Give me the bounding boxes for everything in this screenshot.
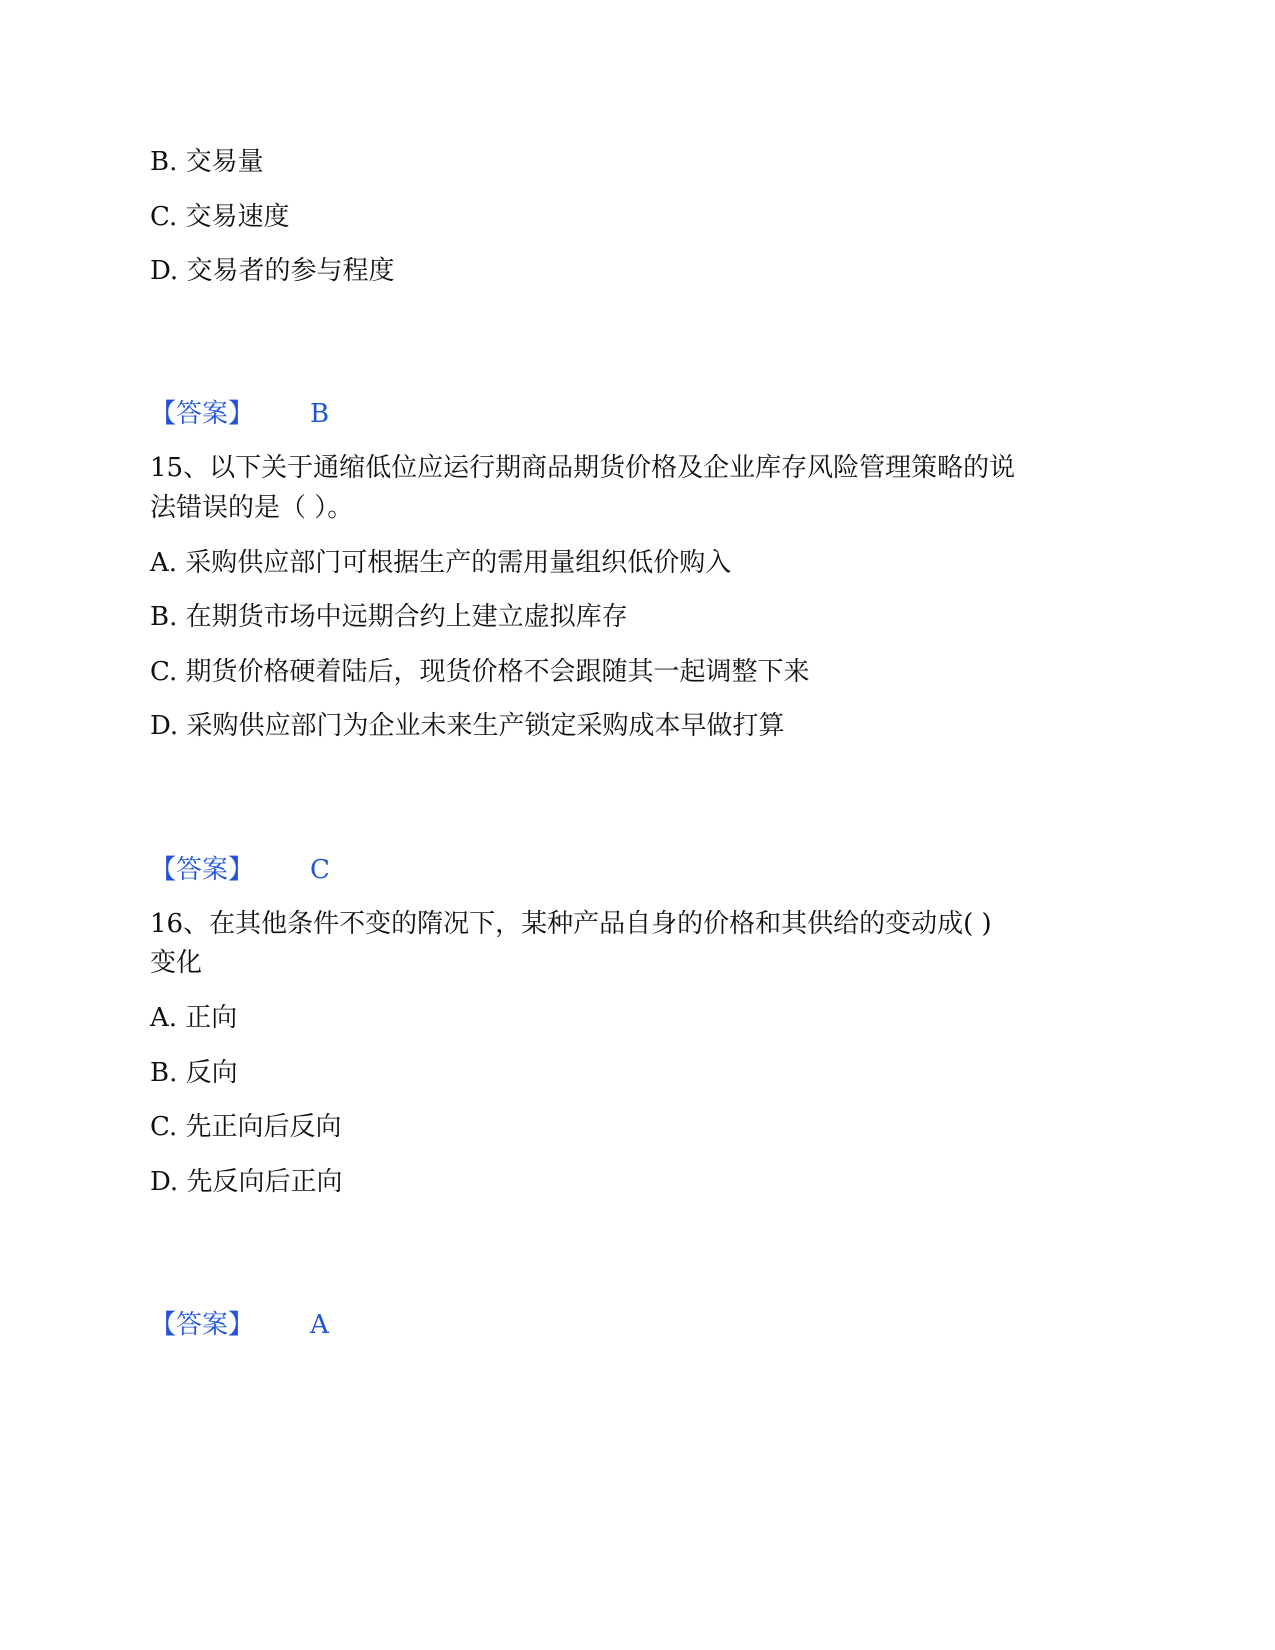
answer-label: 【答案】 [150,1310,255,1340]
q15-answer [150,853,450,887]
q16-answer [150,1308,450,1342]
answer-label: 【答案】 [150,855,255,885]
q16-stem-line2: 变化 [150,948,203,978]
answer-value: A [310,1310,329,1340]
q15-option-b: B. 在期货市场中远期合约上建立虚拟库存 [150,602,628,632]
q15-option-c: C. 期货价格硬着陆后，现货价格不会跟随其一起调整下来 [150,657,810,687]
q16-stem-line1: 16、在其他条件不变的隋况下，某种产品自身的价格和其供给的变动成( ) [150,909,992,939]
q16-option-a: A. 正向 [150,1003,238,1033]
q16-option-d: D. 先反向后正向 [150,1167,343,1197]
q15-option-d: D. 采购供应部门为企业未来生产锁定采购成本早做打算 [150,711,785,741]
q14-option-d: D. 交易者的参与程度 [150,256,395,286]
answer-value: B [310,399,330,429]
q15-option-a: A. 采购供应部门可根据生产的需用量组织低价购入 [150,548,732,578]
q16-option-b: B. 反向 [150,1058,238,1088]
q15-stem-line1: 15、以下关于通缩低位应运行期商品期货价格及企业库存风险管理策略的说 [150,453,1016,483]
answer-value: C [310,855,330,885]
answer-label: 【答案】 [150,399,255,429]
q14-option-b: B. 交易量 [150,147,264,177]
q14-option-c: C. 交易速度 [150,202,290,232]
q14-answer [150,397,450,431]
q15-stem-line2: 法错误的是（ ）。 [150,493,354,523]
q16-option-c: C. 先正向后反向 [150,1112,342,1142]
